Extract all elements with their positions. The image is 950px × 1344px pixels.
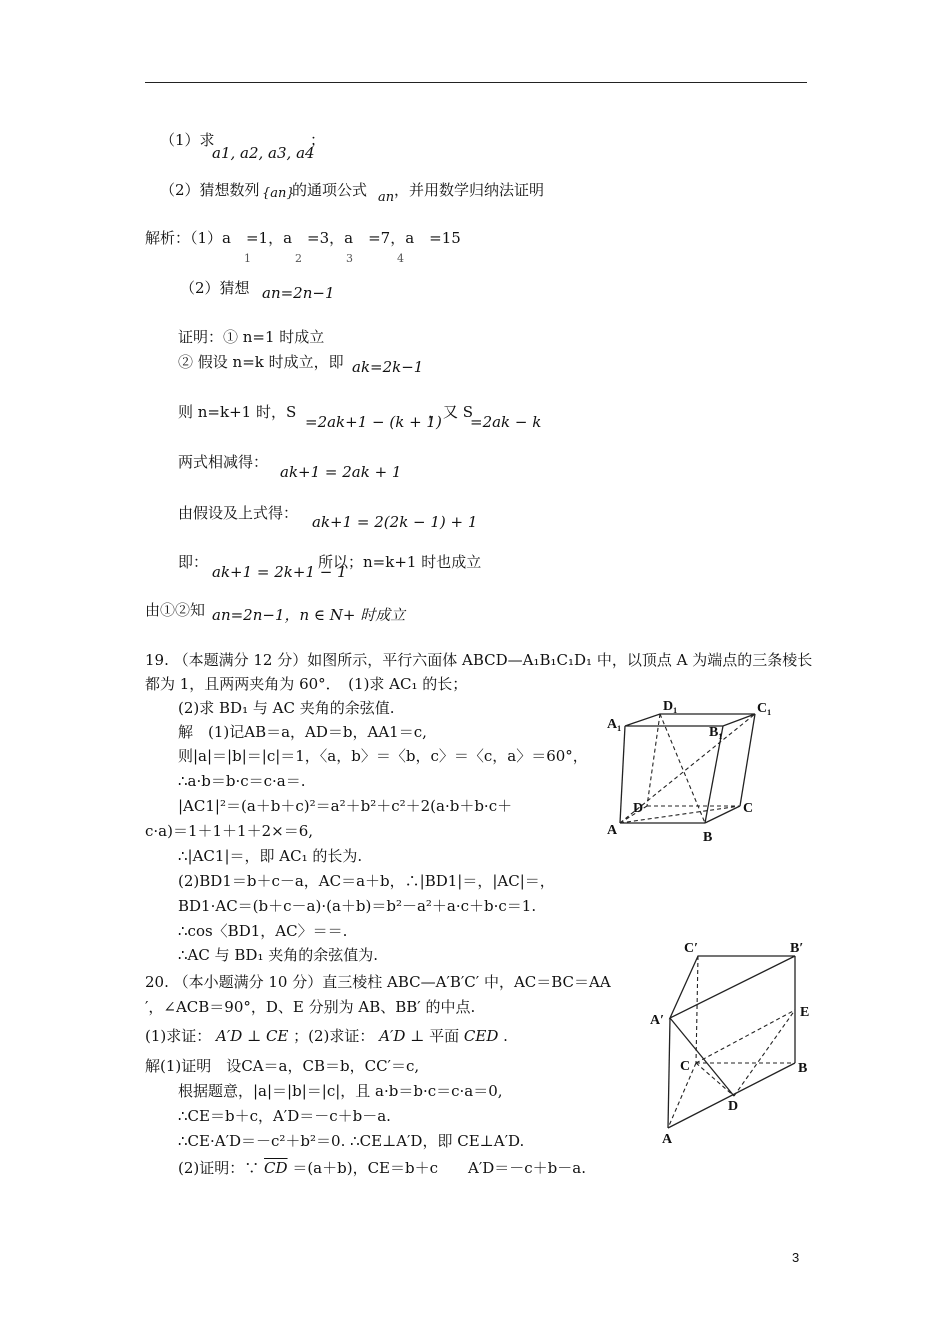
- label-c1: C₁: [757, 701, 772, 716]
- proof-conclusion: 由①②知: [145, 601, 206, 619]
- guess-label: （2）猜想: [180, 279, 250, 297]
- q19-solution3: ∴a·b＝b·c＝c·a＝.: [178, 772, 306, 790]
- q20-line3: [145, 1026, 508, 1046]
- guess-math: an=2n−1: [262, 284, 335, 302]
- question-part2-math1: {an}: [262, 186, 295, 201]
- proof-step4-math: ak+1 = 2ak + 1: [280, 463, 402, 481]
- q20-line3-b: ；(2)求证：: [293, 1027, 375, 1045]
- segment-c-d: [696, 1063, 734, 1096]
- question-part1: （1）求: [160, 131, 215, 149]
- proof-step1: 证明：① n=1 时成立: [178, 328, 325, 346]
- label-c: C: [743, 801, 754, 816]
- edge-b-c: [705, 806, 740, 823]
- proof-step3-b: ，又 S: [428, 403, 474, 421]
- label-bp: B′: [790, 941, 804, 956]
- top-face: [625, 714, 755, 726]
- page-number: 3: [792, 1250, 800, 1265]
- label-a1: A₁: [607, 717, 622, 732]
- q20-solution5-a: (2)证明：∵: [178, 1159, 260, 1177]
- edge-d1-d: [647, 714, 660, 806]
- q20-solution2: 根据题意，|a|＝|b|＝|c|，且 a·b＝b·c＝c·a＝0,: [178, 1082, 503, 1100]
- proof-step3-math: =2ak+1 − (k + 1): [305, 413, 442, 431]
- label-e: E: [800, 1005, 810, 1020]
- proof-step3-math2: =2ak − k: [470, 413, 542, 431]
- label-c: C: [680, 1059, 691, 1074]
- header-rule: [145, 82, 807, 83]
- label-b: B: [703, 830, 713, 845]
- question-part2-math2: an: [378, 190, 395, 205]
- q20-solution5-b: ＝(a＋b)，CE＝b＋c A′D＝－c＋b－a.: [292, 1159, 586, 1177]
- q20-solution5: [178, 1158, 586, 1178]
- q20-line2: ′，∠ACB＝90°，D、E 分别为 AB、BB′ 的中点.: [145, 998, 476, 1016]
- prism-figure: [648, 938, 818, 1148]
- parallelepiped-figure: [605, 696, 790, 846]
- proof-step6: 即：: [178, 553, 209, 571]
- q19-line2: 都为 1，且两两夹角为 60°． (1)求 AC₁ 的长；: [145, 675, 468, 693]
- proof-step6-math: ak+1 = 2k+1 − 1: [212, 563, 347, 581]
- top-triangle: [670, 956, 795, 1018]
- segment-d-e: [734, 1010, 795, 1096]
- q19-solution7: (2)BD1＝b＋c－a，AC＝a＋b，∴|BD1|＝，|AC|＝，: [178, 872, 555, 890]
- question-part2-b: 的通项公式: [292, 181, 368, 199]
- edge-ap-a: [668, 1018, 670, 1128]
- proof-step4: 两式相减得：: [178, 453, 269, 471]
- segment-c-e: [696, 1010, 795, 1063]
- proof-conclusion-math: an=2n−1，n ∈ N+ 时成立: [212, 606, 406, 624]
- q19-solution4: |AC1|²＝(a＋b＋c)²＝a²＋b²＋c²＋2(a·b＋b·c＋: [178, 797, 513, 815]
- q20-line3-a: (1)求证：: [145, 1027, 212, 1045]
- proof-step2: ② 假设 n=k 时成立，即: [178, 353, 344, 371]
- edge-c1-c: [740, 714, 755, 806]
- q19-solution1: 解 (1)记AB＝a，AD＝b，AA1＝c,: [178, 723, 427, 741]
- label-ap: A′: [650, 1013, 665, 1028]
- q20-line1: 20. （本小题满分 10 分）直三棱柱 ABC—A′B′C′ 中，AC＝BC＝AA: [145, 973, 611, 991]
- q19-solution10: ∴AC 与 BD₁ 夹角的余弦值为.: [178, 946, 378, 964]
- q19-solution9: ∴cos〈BD1，AC〉＝＝.: [178, 922, 348, 940]
- diag-d1-b: [660, 714, 705, 823]
- q19-solution5: c·a)＝1＋1＋1＋2×＝6,: [145, 822, 314, 840]
- solution-part1: 解析：（1）a =1，a =3，a =7，a =15: [145, 229, 461, 247]
- label-d: D: [728, 1099, 739, 1114]
- q19-solution8: BD1·AC＝(b＋c－a)·(a＋b)＝b²－a²＋a·c＋b·c＝1.: [178, 897, 537, 915]
- question-part2-c: ，并用数学归纳法证明: [394, 181, 545, 199]
- question-part1-end: ；: [310, 131, 326, 149]
- label-b: B: [798, 1061, 808, 1076]
- q20-line3-math3: CED: [463, 1027, 499, 1045]
- q20-line3-d: .: [503, 1027, 508, 1045]
- label-cp: C′: [684, 941, 699, 956]
- q19-solution6: ∴|AC1|＝，即 AC₁ 的长为.: [178, 847, 363, 865]
- label-a: A: [607, 823, 618, 838]
- edge-cp-c: [696, 956, 698, 1063]
- proof-step2-math: ak=2k−1: [352, 358, 424, 376]
- q20-solution3: ∴CE＝b＋c，A′D＝－c＋b－a.: [178, 1107, 391, 1125]
- q20-solution4: ∴CE·A′D＝－c²＋b²＝0. ∴CE⊥A′D，即 CE⊥A′D.: [178, 1132, 525, 1150]
- question-part1-math: a1, a2, a3, a4: [212, 144, 315, 162]
- label-b1: B₁: [709, 725, 723, 740]
- q19-solution2: 则|a|＝|b|＝|c|＝1，〈a，b〉＝〈b，c〉＝〈c，a〉＝60°，: [178, 747, 588, 765]
- segment-ap-d: [670, 1018, 734, 1096]
- q20-line3-math2: A′D ⊥: [379, 1027, 425, 1045]
- question-part2: （2）猜想数列: [160, 181, 260, 199]
- proof-step3: 则 n=k+1 时，S: [178, 403, 297, 421]
- solution-subscripts: 1 2 3 4: [244, 252, 404, 265]
- edge-a1-a: [620, 726, 625, 823]
- q20-line3-math1: A′D ⊥ CE: [216, 1027, 289, 1045]
- proof-step5-math: ak+1 = 2(2k − 1) + 1: [312, 513, 478, 531]
- vector-cd: $\overline{CD}$: [264, 1159, 288, 1177]
- label-d1: D₁: [663, 699, 678, 714]
- q19-line1: 19. （本题满分 12 分）如图所示，平行六面体 ABCD—A₁B₁C₁D₁ 中，以顶点 A 为端点的三条棱长: [145, 651, 813, 669]
- label-a: A: [662, 1132, 673, 1147]
- proof-step5: 由假设及上式得：: [178, 504, 299, 522]
- q19-line3: (2)求 BD₁ 与 AC 夹角的余弦值.: [178, 699, 395, 717]
- q20-line3-c: 平面: [429, 1027, 460, 1045]
- label-d: D: [633, 801, 644, 816]
- proof-step6-b: 所以；n=k+1 时也成立: [318, 553, 482, 571]
- q20-solution1: 解(1)证明 设CA＝a，CB＝b，CC′＝c,: [145, 1057, 420, 1075]
